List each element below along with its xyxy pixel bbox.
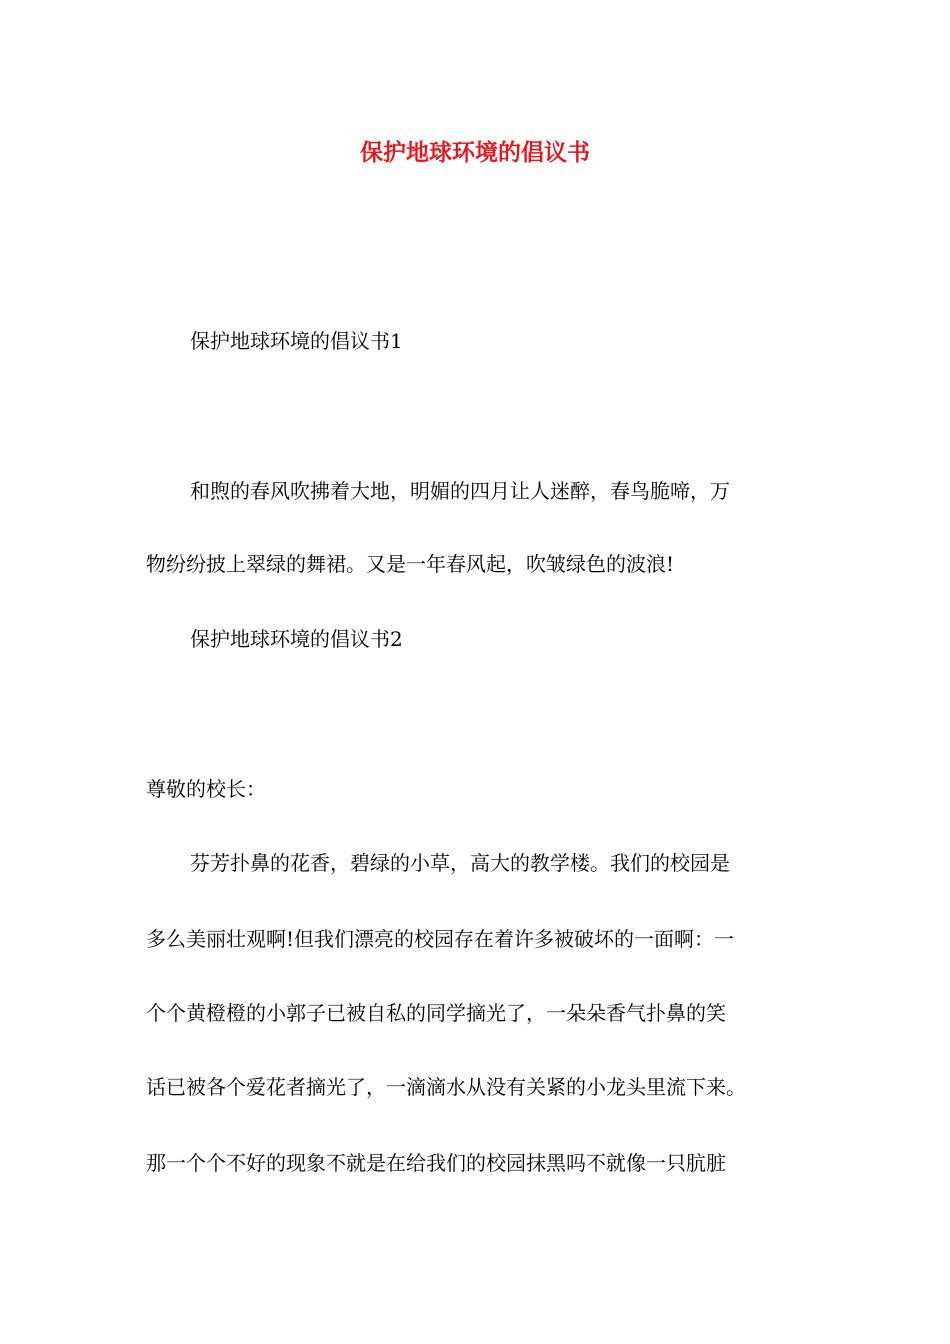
section-heading-1: 保护地球环境的倡议书1 — [190, 329, 403, 353]
document-title: 保护地球环境的倡议书 — [360, 139, 590, 166]
paragraph-line: 那一个个不好的现象不就是在给我们的校园抹黑吗不就像一只肮脏 — [146, 1151, 726, 1175]
paragraph-line: 个个黄橙橙的小郭子已被自私的同学摘光了，一朵朵香气扑鼻的笑 — [146, 1001, 726, 1025]
paragraph-line: 和煦的春风吹拂着大地，明媚的四月让人迷醉，春鸟脆啼，万 — [190, 479, 730, 503]
section-heading-2: 保护地球环境的倡议书2 — [190, 627, 403, 651]
paragraph-line: 多么美丽壮观啊!但我们漂亮的校园存在着许多被破坏的一面啊：一 — [146, 927, 735, 951]
paragraph-line: 物纷纷披上翠绿的舞裙。又是一年春风起，吹皱绿色的波浪! — [146, 552, 675, 576]
paragraph-line: 芬芳扑鼻的花香，碧绿的小草，高大的教学楼。我们的校园是 — [190, 851, 730, 875]
paragraph-line: 话已被各个爱花者摘光了，一滴滴水从没有关紧的小龙头里流下来。 — [146, 1075, 746, 1099]
salutation: 尊敬的校长： — [146, 777, 266, 801]
